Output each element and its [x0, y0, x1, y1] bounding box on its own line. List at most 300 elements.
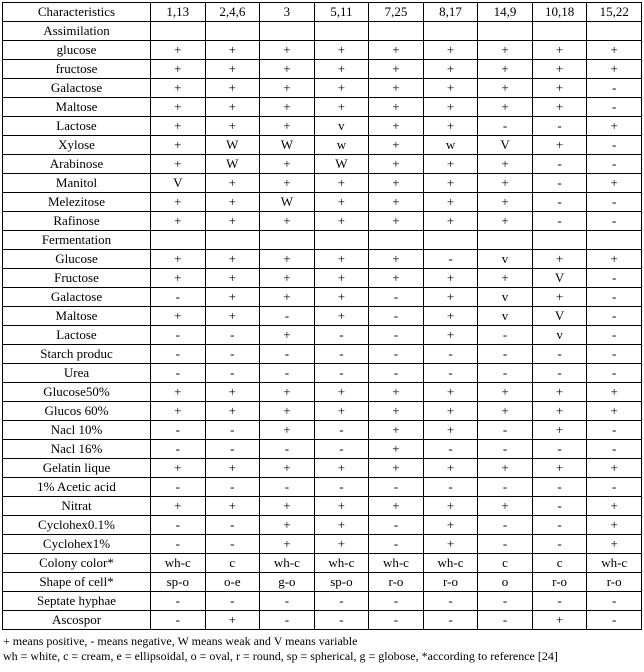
value-cell: W	[205, 155, 260, 174]
value-cell: -	[260, 611, 315, 630]
row-label: Shape of cell*	[3, 573, 151, 592]
value-cell: -	[587, 440, 642, 459]
value-cell: -	[587, 136, 642, 155]
value-cell: +	[151, 155, 206, 174]
value-cell	[151, 231, 206, 250]
value-cell	[532, 231, 587, 250]
value-cell: w	[423, 136, 478, 155]
row-label: Assimilation	[3, 22, 151, 41]
table-body	[3, 22, 642, 630]
value-cell: -	[369, 288, 424, 307]
value-cell: +	[532, 459, 587, 478]
value-cell: +	[151, 250, 206, 269]
value-cell: +	[532, 421, 587, 440]
value-cell: -	[423, 440, 478, 459]
value-cell: +	[151, 212, 206, 231]
table-row	[3, 155, 642, 174]
table-row	[3, 307, 642, 326]
value-cell: -	[587, 155, 642, 174]
row-label: glucose	[3, 41, 151, 60]
table-row	[3, 231, 642, 250]
value-cell	[587, 22, 642, 41]
value-cell: -	[423, 611, 478, 630]
value-cell: -	[151, 345, 206, 364]
characteristics-table	[2, 2, 642, 630]
value-cell: +	[314, 41, 369, 60]
value-cell: wh-c	[587, 554, 642, 573]
value-cell: +	[423, 516, 478, 535]
table-row	[3, 459, 642, 478]
row-label: Glucos 60%	[3, 402, 151, 421]
value-cell: -	[423, 478, 478, 497]
value-cell: -	[587, 326, 642, 345]
value-cell: +	[369, 117, 424, 136]
value-cell: +	[260, 497, 315, 516]
value-cell: -	[260, 478, 315, 497]
value-cell: +	[478, 174, 533, 193]
value-cell	[587, 231, 642, 250]
table-row	[3, 193, 642, 212]
value-cell: -	[478, 611, 533, 630]
value-cell: +	[369, 193, 424, 212]
value-cell: +	[532, 402, 587, 421]
table-row	[3, 421, 642, 440]
value-cell: -	[151, 592, 206, 611]
value-cell: +	[151, 383, 206, 402]
value-cell: +	[369, 155, 424, 174]
value-cell: +	[205, 41, 260, 60]
value-cell: +	[205, 611, 260, 630]
value-cell: +	[587, 516, 642, 535]
table-row	[3, 478, 642, 497]
value-cell: +	[478, 41, 533, 60]
value-cell: +	[151, 79, 206, 98]
value-cell: wh-c	[151, 554, 206, 573]
row-label: Ascospor	[3, 611, 151, 630]
value-cell: +	[587, 402, 642, 421]
value-cell: +	[205, 193, 260, 212]
value-cell: -	[260, 440, 315, 459]
value-cell: +	[478, 193, 533, 212]
value-cell: +	[205, 250, 260, 269]
table-row	[3, 573, 642, 592]
value-cell: -	[587, 592, 642, 611]
value-cell: +	[369, 459, 424, 478]
value-cell: -	[532, 155, 587, 174]
table-row	[3, 554, 642, 573]
value-cell: -	[369, 345, 424, 364]
value-cell: +	[314, 383, 369, 402]
value-cell: +	[205, 459, 260, 478]
table-row	[3, 288, 642, 307]
table-row	[3, 326, 642, 345]
value-cell: +	[478, 383, 533, 402]
value-cell: +	[260, 212, 315, 231]
value-cell: -	[478, 364, 533, 383]
value-cell: +	[260, 459, 315, 478]
value-cell	[314, 231, 369, 250]
value-cell: -	[205, 326, 260, 345]
value-cell: +	[423, 459, 478, 478]
value-cell: +	[314, 402, 369, 421]
value-cell: +	[260, 174, 315, 193]
value-cell: +	[205, 174, 260, 193]
value-cell: -	[260, 364, 315, 383]
row-label: Glucose50%	[3, 383, 151, 402]
header-cell-strain: 3	[260, 3, 315, 22]
value-cell: +	[423, 307, 478, 326]
table-row	[3, 79, 642, 98]
value-cell: -	[587, 611, 642, 630]
value-cell: V	[532, 269, 587, 288]
value-cell	[369, 22, 424, 41]
value-cell: +	[423, 326, 478, 345]
value-cell: +	[260, 326, 315, 345]
value-cell: +	[423, 41, 478, 60]
value-cell: +	[478, 155, 533, 174]
table-row	[3, 117, 642, 136]
value-cell: -	[587, 345, 642, 364]
value-cell: -	[478, 440, 533, 459]
value-cell: +	[369, 98, 424, 117]
header-cell-strain: 15,22	[587, 3, 642, 22]
value-cell: -	[478, 117, 533, 136]
value-cell: +	[423, 98, 478, 117]
value-cell: +	[151, 117, 206, 136]
row-label: Colony color*	[3, 554, 151, 573]
value-cell: +	[369, 269, 424, 288]
value-cell: -	[478, 535, 533, 554]
value-cell: -	[314, 421, 369, 440]
value-cell	[423, 22, 478, 41]
value-cell: -	[532, 193, 587, 212]
row-label: Fructose	[3, 269, 151, 288]
value-cell: -	[151, 288, 206, 307]
value-cell: +	[205, 307, 260, 326]
value-cell: +	[260, 117, 315, 136]
value-cell: +	[369, 60, 424, 79]
value-cell: V	[532, 307, 587, 326]
value-cell: +	[260, 60, 315, 79]
table-row	[3, 136, 642, 155]
value-cell: +	[423, 117, 478, 136]
value-cell: +	[205, 60, 260, 79]
row-label: 1% Acetic acid	[3, 478, 151, 497]
table-row	[3, 364, 642, 383]
value-cell: -	[151, 326, 206, 345]
row-label: Xylose	[3, 136, 151, 155]
value-cell: +	[423, 212, 478, 231]
value-cell: +	[205, 497, 260, 516]
value-cell: -	[369, 535, 424, 554]
value-cell: +	[151, 307, 206, 326]
value-cell: -	[369, 364, 424, 383]
header-cell-strain: 5,11	[314, 3, 369, 22]
value-cell: -	[314, 592, 369, 611]
value-cell: -	[532, 497, 587, 516]
value-cell: +	[369, 383, 424, 402]
value-cell: -	[314, 478, 369, 497]
table-row	[3, 592, 642, 611]
value-cell: -	[423, 345, 478, 364]
value-cell: -	[532, 592, 587, 611]
value-cell: -	[587, 98, 642, 117]
value-cell: +	[423, 383, 478, 402]
value-cell: +	[423, 60, 478, 79]
header-cell-strain: 10,18	[532, 3, 587, 22]
value-cell	[314, 22, 369, 41]
table-row	[3, 345, 642, 364]
header-cell-strain: 2,4,6	[205, 3, 260, 22]
row-label: Galactose	[3, 79, 151, 98]
row-label: Nacl 16%	[3, 440, 151, 459]
table-row	[3, 402, 642, 421]
value-cell: -	[314, 611, 369, 630]
value-cell: v	[532, 326, 587, 345]
value-cell: -	[151, 440, 206, 459]
value-cell: +	[369, 402, 424, 421]
value-cell: +	[151, 459, 206, 478]
row-label: Fermentation	[3, 231, 151, 250]
table-row	[3, 60, 642, 79]
value-cell: +	[260, 535, 315, 554]
value-cell: +	[260, 155, 315, 174]
value-cell: -	[587, 269, 642, 288]
value-cell: v	[478, 288, 533, 307]
value-cell: -	[532, 440, 587, 459]
value-cell: +	[532, 250, 587, 269]
value-cell: -	[369, 478, 424, 497]
footnote-abbreviations: wh = white, c = cream, e = ellipsoidal, o = oval, r = round, sp = spherical, g = globose, *according to reference [24]	[3, 649, 558, 663]
value-cell: -	[151, 611, 206, 630]
footnote-symbols: + means positive, - means negative, W means weak and V means variable	[3, 634, 358, 648]
value-cell: -	[369, 611, 424, 630]
value-cell: -	[532, 212, 587, 231]
value-cell: -	[587, 212, 642, 231]
row-label: fructose	[3, 60, 151, 79]
value-cell: -	[151, 516, 206, 535]
value-cell: +	[478, 459, 533, 478]
value-cell: +	[369, 440, 424, 459]
value-cell: +	[478, 402, 533, 421]
value-cell: -	[587, 307, 642, 326]
value-cell	[532, 22, 587, 41]
value-cell: +	[205, 402, 260, 421]
value-cell: +	[314, 212, 369, 231]
value-cell: +	[314, 516, 369, 535]
row-label: Septate hyphae	[3, 592, 151, 611]
value-cell: +	[532, 79, 587, 98]
value-cell: +	[314, 535, 369, 554]
value-cell: -	[587, 79, 642, 98]
value-cell: +	[314, 60, 369, 79]
value-cell: -	[205, 345, 260, 364]
row-label: Rafinose	[3, 212, 151, 231]
value-cell: -	[151, 364, 206, 383]
value-cell: -	[314, 440, 369, 459]
header-cell-strain: 8,17	[423, 3, 478, 22]
value-cell: -	[532, 117, 587, 136]
value-cell: +	[260, 402, 315, 421]
value-cell: -	[532, 174, 587, 193]
value-cell: +	[587, 60, 642, 79]
value-cell: -	[478, 592, 533, 611]
header-cell-strain: 7,25	[369, 3, 424, 22]
value-cell	[423, 231, 478, 250]
value-cell: -	[205, 516, 260, 535]
row-label: Cyclohex0.1%	[3, 516, 151, 535]
value-cell: +	[314, 288, 369, 307]
table-row	[3, 497, 642, 516]
value-cell: +	[369, 421, 424, 440]
value-cell: -	[478, 421, 533, 440]
row-label: Manitol	[3, 174, 151, 193]
value-cell: V	[478, 136, 533, 155]
value-cell: g-o	[260, 573, 315, 592]
value-cell: +	[532, 60, 587, 79]
value-cell: -	[587, 288, 642, 307]
value-cell: +	[314, 98, 369, 117]
value-cell: +	[205, 79, 260, 98]
row-label: Nacl 10%	[3, 421, 151, 440]
value-cell: +	[205, 383, 260, 402]
value-cell: W	[205, 136, 260, 155]
value-cell: +	[314, 174, 369, 193]
value-cell: +	[314, 250, 369, 269]
value-cell: o	[478, 573, 533, 592]
value-cell: +	[260, 421, 315, 440]
value-cell: +	[587, 459, 642, 478]
value-cell: +	[151, 193, 206, 212]
table-row	[3, 41, 642, 60]
value-cell: -	[369, 516, 424, 535]
table-row	[3, 212, 642, 231]
table-head	[3, 3, 642, 22]
value-cell: +	[151, 98, 206, 117]
value-cell: +	[532, 288, 587, 307]
value-cell: +	[478, 98, 533, 117]
value-cell: W	[260, 136, 315, 155]
value-cell: -	[151, 421, 206, 440]
value-cell: +	[260, 269, 315, 288]
value-cell: wh-c	[260, 554, 315, 573]
value-cell: +	[151, 269, 206, 288]
value-cell: c	[532, 554, 587, 573]
value-cell: +	[314, 193, 369, 212]
value-cell: +	[423, 79, 478, 98]
value-cell: -	[532, 364, 587, 383]
value-cell: -	[314, 364, 369, 383]
value-cell: +	[478, 212, 533, 231]
value-cell: +	[423, 402, 478, 421]
row-label: Gelatin lique	[3, 459, 151, 478]
value-cell: +	[369, 174, 424, 193]
value-cell	[205, 231, 260, 250]
value-cell: -	[369, 592, 424, 611]
value-cell: +	[423, 535, 478, 554]
value-cell: +	[532, 41, 587, 60]
value-cell: +	[314, 79, 369, 98]
value-cell: -	[478, 516, 533, 535]
value-cell: -	[151, 535, 206, 554]
value-cell: w	[314, 136, 369, 155]
value-cell: sp-o	[314, 573, 369, 592]
value-cell: +	[314, 497, 369, 516]
value-cell: c	[205, 554, 260, 573]
table-row	[3, 269, 642, 288]
value-cell	[369, 231, 424, 250]
value-cell: +	[423, 174, 478, 193]
value-cell: +	[205, 288, 260, 307]
value-cell: +	[260, 98, 315, 117]
value-cell: +	[260, 516, 315, 535]
value-cell: -	[423, 364, 478, 383]
table-row	[3, 98, 642, 117]
row-label: Lactose	[3, 117, 151, 136]
row-label: Maltose	[3, 98, 151, 117]
value-cell: -	[260, 307, 315, 326]
value-cell: +	[205, 117, 260, 136]
row-label: Melezitose	[3, 193, 151, 212]
value-cell: +	[260, 250, 315, 269]
value-cell: +	[369, 41, 424, 60]
header-row	[3, 3, 642, 22]
value-cell: +	[205, 212, 260, 231]
value-cell: -	[423, 250, 478, 269]
value-cell: +	[151, 497, 206, 516]
value-cell: sp-o	[151, 573, 206, 592]
value-cell: +	[587, 117, 642, 136]
row-label: Maltose	[3, 307, 151, 326]
value-cell: +	[587, 41, 642, 60]
value-cell	[260, 22, 315, 41]
header-cell-characteristics: Characteristics	[3, 3, 151, 22]
value-cell: +	[260, 79, 315, 98]
value-cell: +	[587, 535, 642, 554]
value-cell: +	[423, 497, 478, 516]
value-cell: -	[532, 345, 587, 364]
value-cell: +	[205, 269, 260, 288]
value-cell: +	[260, 288, 315, 307]
value-cell: +	[478, 79, 533, 98]
value-cell: +	[369, 136, 424, 155]
value-cell: -	[369, 307, 424, 326]
value-cell	[205, 22, 260, 41]
value-cell: +	[369, 79, 424, 98]
value-cell	[260, 231, 315, 250]
value-cell: +	[587, 174, 642, 193]
value-cell: +	[478, 269, 533, 288]
value-cell: +	[532, 136, 587, 155]
value-cell: +	[314, 459, 369, 478]
value-cell: -	[205, 535, 260, 554]
row-label: Arabinose	[3, 155, 151, 174]
value-cell: c	[478, 554, 533, 573]
value-cell: -	[532, 478, 587, 497]
value-cell: -	[478, 345, 533, 364]
value-cell	[151, 22, 206, 41]
value-cell: -	[260, 592, 315, 611]
footnotes	[3, 634, 642, 664]
table-row	[3, 535, 642, 554]
value-cell: -	[314, 326, 369, 345]
row-label: Galactose	[3, 288, 151, 307]
value-cell: -	[151, 478, 206, 497]
value-cell: +	[532, 611, 587, 630]
value-cell	[478, 22, 533, 41]
value-cell: +	[314, 307, 369, 326]
value-cell: v	[478, 250, 533, 269]
